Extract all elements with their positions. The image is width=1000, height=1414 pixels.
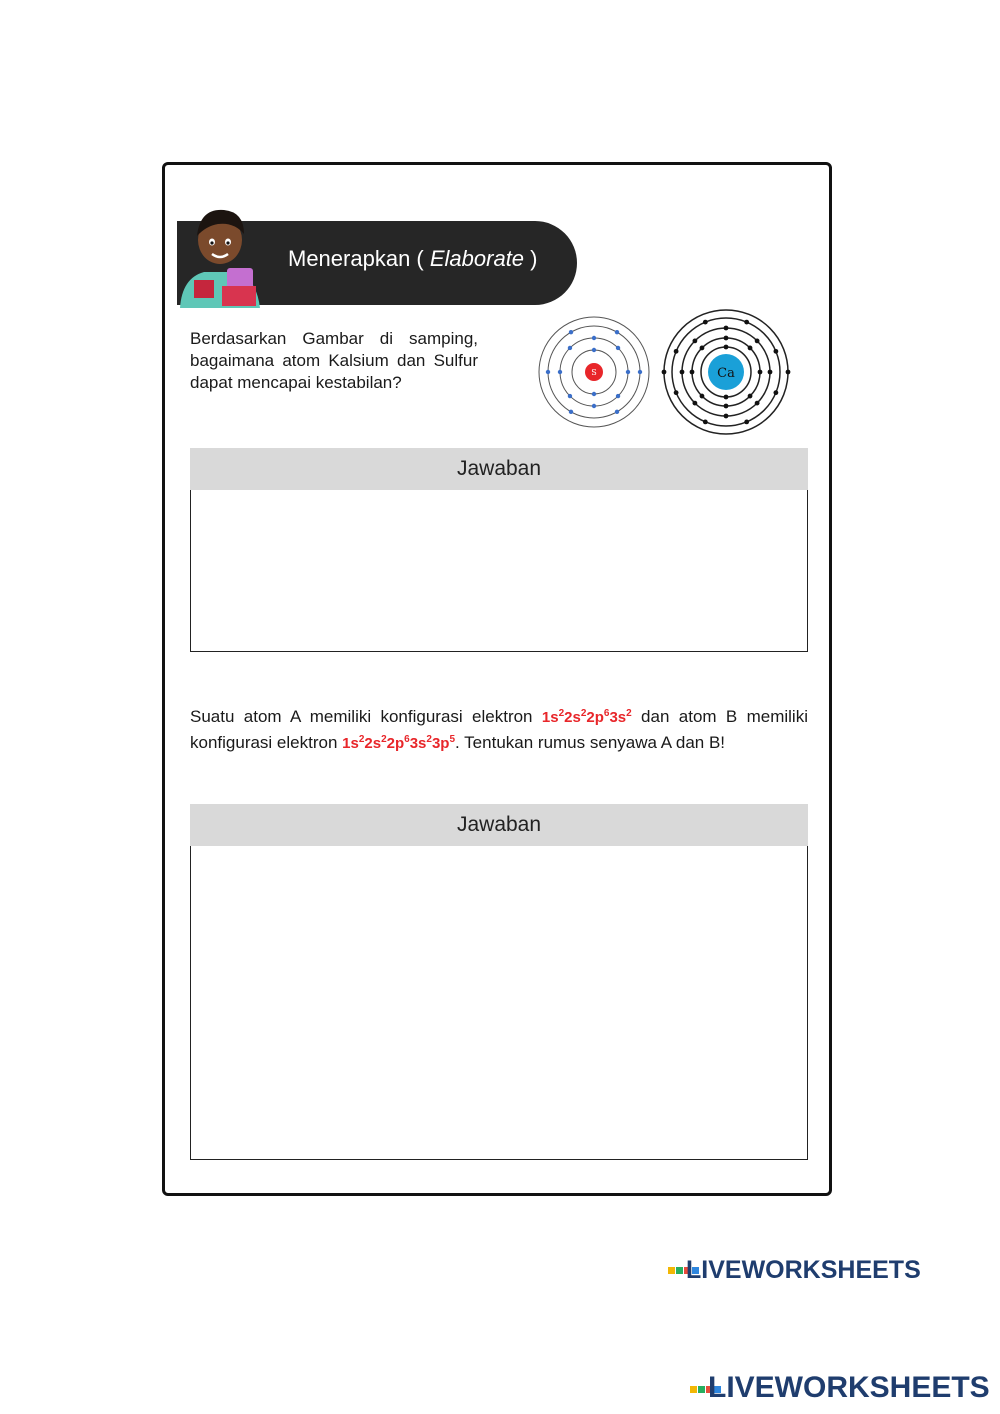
electron <box>674 349 679 354</box>
sulfur-atom-diagram <box>539 317 649 427</box>
electron <box>638 370 642 374</box>
electron <box>615 410 619 414</box>
electron <box>662 370 667 375</box>
logo-squares-icon <box>690 1385 708 1394</box>
logo-square <box>676 1267 683 1274</box>
electron <box>700 346 705 351</box>
electron <box>592 348 596 352</box>
electron <box>674 390 679 395</box>
electron <box>744 419 749 424</box>
liveworksheets-logo-bottom: LIVEWORKSHEETS <box>690 1371 990 1405</box>
electron <box>755 338 760 343</box>
logo-square <box>690 1386 697 1393</box>
section-title: Menerapkan ( Elaborate ) <box>288 246 538 271</box>
electron <box>680 370 685 375</box>
electron <box>690 370 695 375</box>
electron <box>558 370 562 374</box>
electron <box>755 401 760 406</box>
electron <box>758 370 763 375</box>
electron <box>692 401 697 406</box>
electron <box>546 370 550 374</box>
calcium-symbol: Ca <box>717 366 735 381</box>
electron <box>703 419 708 424</box>
electron <box>748 394 753 399</box>
electron <box>703 320 708 325</box>
electron <box>626 370 630 374</box>
electron <box>569 330 573 334</box>
electron <box>748 346 753 351</box>
config-a: $1s^22s^22p^63s^2$ <box>541 708 632 726</box>
electron <box>615 330 619 334</box>
electron <box>700 394 705 399</box>
electron <box>724 326 729 331</box>
electron <box>592 336 596 340</box>
electron <box>786 370 791 375</box>
electron <box>724 345 729 350</box>
logo-square <box>668 1267 675 1274</box>
atom-diagrams <box>534 302 796 442</box>
student-avatar-icon <box>172 200 272 308</box>
answer-1-box[interactable] <box>190 490 808 652</box>
config-b: $1s^22s^22p^63s^23p^5$ <box>342 734 456 752</box>
electron <box>724 404 729 409</box>
answer-2-header: Jawaban <box>190 804 808 846</box>
answer-1-header: Jawaban <box>190 448 808 490</box>
electron <box>616 346 620 350</box>
logo-square <box>698 1386 705 1393</box>
liveworksheets-logo: LIVEWORKSHEETS <box>668 1256 921 1285</box>
electron <box>768 370 773 375</box>
electron <box>724 336 729 341</box>
electron <box>592 392 596 396</box>
electron <box>692 338 697 343</box>
logo-squares-icon <box>668 1267 686 1275</box>
answer-2-box[interactable] <box>190 846 808 1160</box>
question-1-text: Berdasarkan Gambar di samping, bagaimana atom Kalsium dan Sulfur dapat mencapai kestabilan? <box>190 329 478 392</box>
electron <box>592 404 596 408</box>
sulfur-symbol: S <box>591 368 597 377</box>
electron <box>773 349 778 354</box>
electron <box>616 394 620 398</box>
electron <box>773 390 778 395</box>
electron <box>568 394 572 398</box>
electron <box>724 395 729 400</box>
electron <box>744 320 749 325</box>
question-2-text: Suatu atom A memiliki konfigurasi elektron $1s^22s^22p^63s^2$ dan atom B memiliki konfigurasi elektron $1s^22s^22p^63s^23p^5$. Tentukan rumus senyawa A dan B! <box>190 707 808 752</box>
electron <box>569 410 573 414</box>
calcium-atom-diagram <box>662 310 791 434</box>
electron <box>568 346 572 350</box>
electron <box>724 414 729 419</box>
